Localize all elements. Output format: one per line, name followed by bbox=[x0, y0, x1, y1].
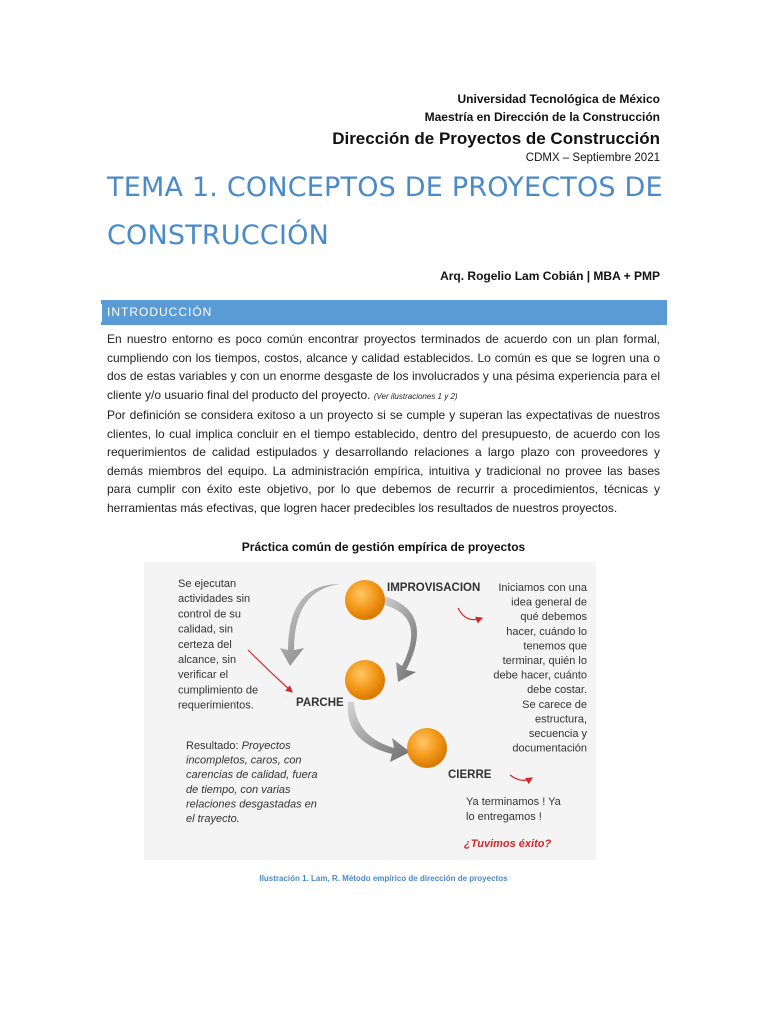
author-line: Arq. Rogelio Lam Cobián | MBA + PMP bbox=[440, 269, 660, 283]
diagram-text-line: hacer, cuándo lo bbox=[506, 625, 587, 638]
stage-improvisacion: IMPROVISACION bbox=[387, 582, 481, 594]
success-question: ¿Tuvimos éxito? bbox=[464, 838, 552, 850]
diagram-text-line: lo entregamos ! bbox=[466, 811, 542, 823]
diagram-text-line: verificar el bbox=[178, 669, 229, 682]
empirical-method-diagram bbox=[144, 562, 596, 860]
improvisacion-circle bbox=[345, 580, 385, 620]
diagram-text-line: debe costar. bbox=[527, 684, 587, 697]
diagram-text-line: actividades sin bbox=[178, 593, 251, 606]
diagram-text-line: Iniciamos con una bbox=[498, 582, 587, 594]
diagram-text-line: el trayecto. bbox=[186, 813, 240, 825]
topic-title-line-2: CONSTRUCCIÓN bbox=[107, 220, 329, 251]
paragraph-1 bbox=[107, 330, 660, 406]
stage-cierre: CIERRE bbox=[448, 769, 492, 781]
diagram-text-line: calidad, sin bbox=[178, 623, 234, 636]
diagram-text-line: qué debemos bbox=[520, 611, 587, 624]
illustration-reference: (Ver ilustraciones 1 y 2) bbox=[373, 391, 458, 401]
diagram-text-line: secuencia y bbox=[528, 728, 587, 740]
paragraph-2: Por definición se considera exitoso a un proyecto si se cumple y superan las expectativas de nuestros clientes, lo cual implica concluir en el tiempo establecido, dentro del presupuesto, de acuerdo con los requerimientos de calidad estipulados y desarrollando relaciones a largo plazo con proveedores y demás miembros del equipo. La administración empírica, intuitiva y tradicional no provee las bases para cumplir con éxito este objetivo, por lo que debemos de recurrir a procedimientos, técnicas y herramientas más efectivas, que logren hacer predecibles los resultados de nuestros proyectos. bbox=[107, 408, 660, 515]
diagram-text-line: relaciones desgastadas en bbox=[186, 798, 317, 811]
program-name: Maestría en Dirección de la Construcción bbox=[424, 110, 660, 124]
diagram-text-fragment: Proyectos bbox=[241, 740, 291, 752]
text-cursor bbox=[101, 304, 102, 322]
course-title: Dirección de Proyectos de Construcción bbox=[332, 129, 660, 148]
topic-title-line-1: TEMA 1. CONCEPTOS DE PROYECTOS DE bbox=[107, 172, 663, 203]
diagram-text-line: de tiempo, con varias bbox=[186, 783, 291, 796]
diagram-text-line: terminar, quién lo bbox=[502, 655, 587, 667]
diagram-text-line: requerimientos. bbox=[178, 699, 254, 712]
diagram-text-line: estructura, bbox=[535, 713, 587, 726]
diagram-text-line: control de su bbox=[178, 608, 241, 621]
diagram-text-line: cumplimiento de bbox=[178, 684, 259, 697]
paragraph-1-text: En nuestro entorno es poco común encontrar proyectos terminados de acuerdo con un plan formal, cumpliendo con los tiempos, costos, alcance y calidad establecidos. Lo común es que se logren una o dos de estas variables y con un enorme desgaste de los involucrados y una pésima experiencia para el cliente y/o usuario final del producto del proyecto. bbox=[107, 332, 660, 402]
diagram-text-line: tenemos que bbox=[523, 640, 587, 653]
document-date: CDMX – Septiembre 2021 bbox=[525, 152, 660, 164]
diagram-text-line: carencias de calidad, fuera bbox=[186, 769, 318, 782]
section-heading: INTRODUCCIÓN bbox=[107, 305, 213, 319]
diagram-text-line: alcance, sin bbox=[178, 654, 237, 666]
diagram-text-line: Ya terminamos ! Ya bbox=[466, 796, 561, 808]
cierre-circle bbox=[407, 728, 447, 768]
university-name: Universidad Tecnológica de México bbox=[457, 92, 660, 106]
diagram-text-line: documentación bbox=[512, 742, 587, 755]
diagram-text-line: incompletos, caros, con bbox=[186, 754, 302, 767]
diagram-text-line: Se ejecutan bbox=[178, 578, 237, 590]
parche-circle bbox=[345, 660, 385, 700]
diagram-text-line bbox=[186, 740, 291, 752]
result-label: Resultado: bbox=[186, 740, 242, 752]
diagram-text-line: idea general de bbox=[511, 596, 587, 609]
diagram-text-line: Se carece de bbox=[522, 698, 587, 711]
diagram-text-line: debe hacer, cuánto bbox=[493, 669, 587, 682]
diagram-text-line: certeza del bbox=[178, 638, 232, 651]
section-heading-band bbox=[101, 300, 667, 325]
stage-parche: PARCHE bbox=[296, 697, 344, 709]
figure-caption: Ilustración 1. Lam, R. Método empírico de dirección de proyectos bbox=[259, 874, 508, 883]
figure-title: Práctica común de gestión empírica de proyectos bbox=[241, 540, 526, 554]
